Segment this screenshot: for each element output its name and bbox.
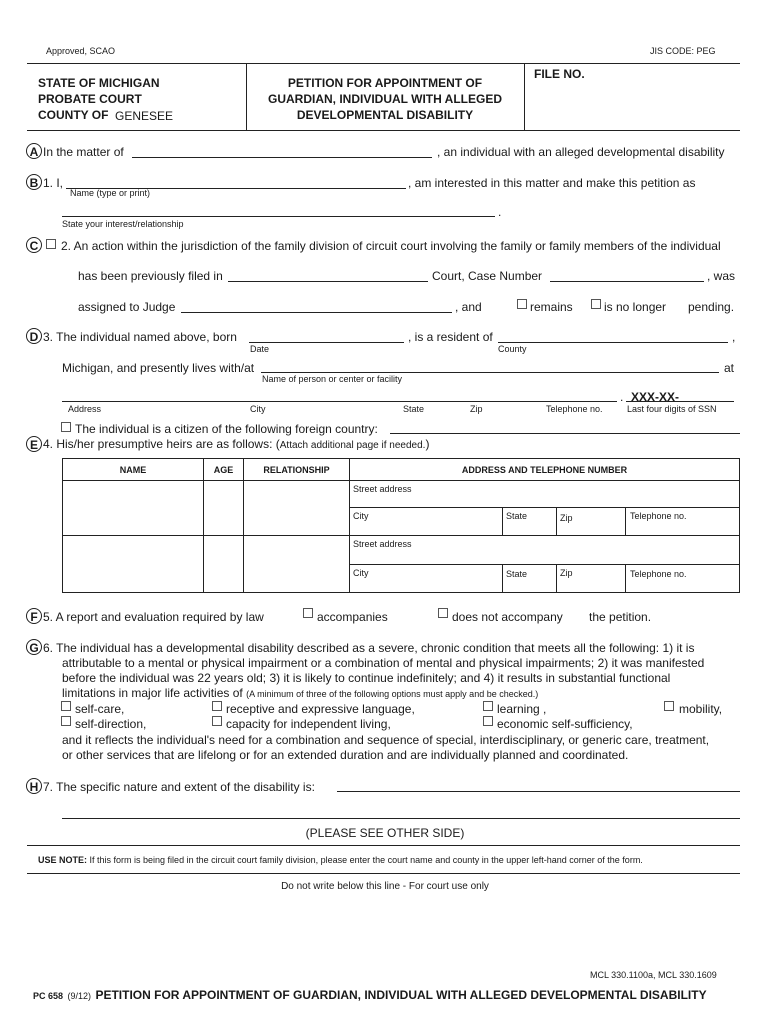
resident-label: , is a resident of <box>408 330 493 344</box>
self-direction-checkbox[interactable] <box>61 716 71 726</box>
heir-1-city[interactable]: City <box>350 508 503 535</box>
heir-row-1 <box>63 481 740 508</box>
footer-rule-1 <box>27 845 740 846</box>
heir-2-age[interactable] <box>204 536 244 593</box>
matter-of-field[interactable] <box>132 157 432 158</box>
economic-checkbox[interactable] <box>483 716 493 726</box>
disability-line-1: 6. The individual has a developmental disability described as a severe, chronic condition that meets all the following: 1) it is <box>43 641 695 655</box>
heir-2-state[interactable]: State <box>503 565 557 592</box>
heir-1-telephone[interactable]: Telephone no. <box>630 511 687 521</box>
accompanies-checkbox[interactable] <box>303 608 313 618</box>
heir-2-name[interactable] <box>63 536 204 593</box>
mobility-checkbox[interactable] <box>664 701 674 711</box>
petitioner-label: 1. I, <box>43 176 64 190</box>
birth-date-field[interactable] <box>249 342 404 343</box>
address-field[interactable] <box>62 401 617 402</box>
interest-period: . <box>498 205 502 219</box>
judge-field[interactable] <box>181 312 452 313</box>
section-h-marker: H <box>26 778 42 794</box>
heir-1-state[interactable]: State <box>503 508 557 535</box>
court-case-label: Court, Case Number <box>432 269 543 283</box>
court-label: PROBATE COURT <box>38 92 142 106</box>
heir-2-relationship[interactable] <box>244 536 350 593</box>
minimum-note: (A minimum of three of the following options must apply and be checked.) <box>246 689 539 699</box>
disability-line-4: limitations in major life activities of (A minimum of three of the following options must apply and be checked.) <box>62 686 539 700</box>
heir-2-street[interactable]: Street address <box>350 536 740 565</box>
learning-checkbox[interactable] <box>483 701 493 711</box>
see-other-side: (PLEASE SEE OTHER SIDE) <box>305 826 465 840</box>
heirs-label: 4. His/her presumptive heirs are as follows: (Attach additional page if needed.) <box>43 437 430 451</box>
disability-line-2: attributable to a mental or physical impairment or a combination of mental and physical impairments; 2) it was manifested <box>62 656 705 670</box>
self-care-checkbox[interactable] <box>61 701 71 711</box>
ssn-field[interactable] <box>626 401 734 402</box>
mcl-reference: MCL 330.1100a, MCL 330.1609 <box>590 970 717 980</box>
receptive-checkbox[interactable] <box>212 701 222 711</box>
col-age: AGE <box>204 459 244 481</box>
nature-extent-field-2[interactable] <box>62 818 740 819</box>
header-top-rule <box>27 63 740 64</box>
footer-rule-2 <box>27 873 740 874</box>
no-longer-checkbox[interactable] <box>591 299 601 309</box>
telephone-hint: Telephone no. <box>546 404 603 414</box>
attach-note: Attach additional page if needed. <box>279 440 426 451</box>
disability-line-3: before the individual was 22 years old; 3) it is likely to continue indefinitely; and 4) it results in substantial functional <box>62 671 671 685</box>
county-hint: County <box>498 344 527 354</box>
interest-hint: State your interest/relationship <box>62 219 184 229</box>
form-footer-title: PC 658 (9/12) PETITION FOR APPOINTMENT OF GUARDIAN, INDIVIDUAL WITH ALLEGED DEVELOPMENTAL DISABILITY <box>33 988 707 1002</box>
the-petition-label: the petition. <box>589 610 652 624</box>
matter-of-label: In the matter of <box>43 145 124 159</box>
heir-2-zip[interactable]: Zip <box>557 565 626 592</box>
prior-action-text: 2. An action within the jurisdiction of the family division of circuit court involving the family or family members of the individual <box>61 239 721 253</box>
file-no-label: FILE NO. <box>534 67 585 81</box>
use-note: USE NOTE: If this form is being filed in the circuit court family division, please enter the court name and county in the upper left-hand corner of the form. <box>38 855 643 865</box>
county-field[interactable] <box>498 342 728 343</box>
disability-line-8: or other services that are lifelong or for an extended duration and are individually planned and coordinated. <box>62 748 629 762</box>
and-label: , and <box>455 300 482 314</box>
heir-1-relationship[interactable] <box>244 481 350 536</box>
self-care-label: self-care, <box>75 702 125 716</box>
economic-label: economic self-sufficiency, <box>497 717 633 731</box>
heir-1-city-row <box>350 508 740 536</box>
heirs-table <box>62 458 740 593</box>
section-c-marker: C <box>26 237 42 253</box>
county-value[interactable]: GENESEE <box>115 109 174 123</box>
ssn-value[interactable]: XXX-XX- <box>631 390 680 404</box>
heir-2-telephone[interactable]: Telephone no. <box>630 569 687 579</box>
report-label: 5. A report and evaluation required by law <box>43 610 264 624</box>
section-g-marker: G <box>26 639 42 655</box>
approved-label: Approved, SCAO <box>46 46 116 56</box>
mobility-label: mobility, <box>679 702 723 716</box>
section-e-marker: E <box>26 436 42 452</box>
title-line-3: DEVELOPMENTAL DISABILITY <box>296 108 474 122</box>
address-hint: Address <box>68 404 102 414</box>
header-bottom-rule <box>27 130 740 131</box>
petitioner-suffix: , am interested in this matter and make this petition as <box>408 176 696 190</box>
heir-2-city-row <box>350 565 740 593</box>
assigned-judge-label: assigned to Judge <box>78 300 176 314</box>
no-longer-label: is no longer <box>604 300 667 314</box>
title-line-1: PETITION FOR APPOINTMENT OF <box>287 76 483 90</box>
resident-comma: , <box>732 330 736 344</box>
section-f-marker: F <box>26 608 42 624</box>
section-b-marker: B <box>26 174 42 190</box>
foreign-citizen-label: The individual is a citizen of the following foreign country: <box>75 422 378 436</box>
interest-field[interactable] <box>62 216 495 217</box>
capacity-label: capacity for independent living, <box>226 717 391 731</box>
lives-with-hint: Name of person or center or facility <box>262 374 403 384</box>
city-hint: City <box>250 404 266 414</box>
state-hint: State <box>403 404 425 414</box>
does-not-accompany-checkbox[interactable] <box>438 608 448 618</box>
filed-in-label: has been previously filed in <box>78 269 223 283</box>
name-hint: Name (type or print) <box>70 188 151 198</box>
heir-1-age[interactable] <box>204 481 244 536</box>
jis-code: JIS CODE: PEG <box>650 46 716 56</box>
heir-2-city[interactable]: City <box>350 565 503 592</box>
heir-1-name[interactable] <box>63 481 204 536</box>
remains-checkbox[interactable] <box>517 299 527 309</box>
receptive-label: receptive and expressive language, <box>226 702 415 716</box>
date-hint: Date <box>250 344 270 354</box>
heir-1-street[interactable]: Street address <box>350 481 740 508</box>
was-label: , was <box>707 269 736 283</box>
heir-row-2 <box>63 536 740 565</box>
zip-hint: Zip <box>470 404 483 414</box>
born-label: 3. The individual named above, born <box>43 330 237 344</box>
state-label: STATE OF MICHIGAN <box>38 76 160 90</box>
section-d-marker: D <box>26 328 42 344</box>
foreign-country-field[interactable] <box>390 433 740 434</box>
col-name: NAME <box>63 459 204 481</box>
matter-of-suffix: , an individual with an alleged developmental disability <box>437 145 725 159</box>
prior-action-checkbox[interactable] <box>46 239 56 249</box>
disability-line-7: and it reflects the individual's need for a combination and sequence of special, interdisciplinary, or generic care, treatment, <box>62 733 710 747</box>
col-relationship: RELATIONSHIP <box>244 459 350 481</box>
col-address: ADDRESS AND TELEPHONE NUMBER <box>350 459 740 481</box>
section-a-marker: A <box>26 143 42 159</box>
nature-extent-label: 7. The specific nature and extent of the disability is: <box>43 780 315 794</box>
filed-in-court-field[interactable] <box>228 281 428 282</box>
at-label: at <box>724 361 735 375</box>
court-use-label: Do not write below this line - For court use only <box>281 881 489 892</box>
capacity-checkbox[interactable] <box>212 716 222 726</box>
foreign-citizen-checkbox[interactable] <box>61 422 71 432</box>
accompanies-label: accompanies <box>317 610 388 624</box>
address-dot: . <box>620 390 624 404</box>
lives-with-label: Michigan, and presently lives with/at <box>62 361 255 375</box>
county-label: COUNTY OF <box>38 108 109 122</box>
lives-with-field[interactable] <box>261 372 719 373</box>
case-number-field[interactable] <box>550 281 704 282</box>
header-divider-2 <box>524 63 525 130</box>
heir-1-zip[interactable]: Zip <box>557 508 626 535</box>
ssn-hint: Last four digits of SSN <box>627 404 717 414</box>
nature-extent-field[interactable] <box>337 791 740 792</box>
learning-label: learning , <box>497 702 547 716</box>
self-direction-label: self-direction, <box>75 717 147 731</box>
does-not-accompany-label: does not accompany <box>452 610 563 624</box>
remains-label: remains <box>530 300 573 314</box>
pending-label: pending. <box>688 300 735 314</box>
title-line-2: GUARDIAN, INDIVIDUAL WITH ALLEGED <box>268 92 502 106</box>
